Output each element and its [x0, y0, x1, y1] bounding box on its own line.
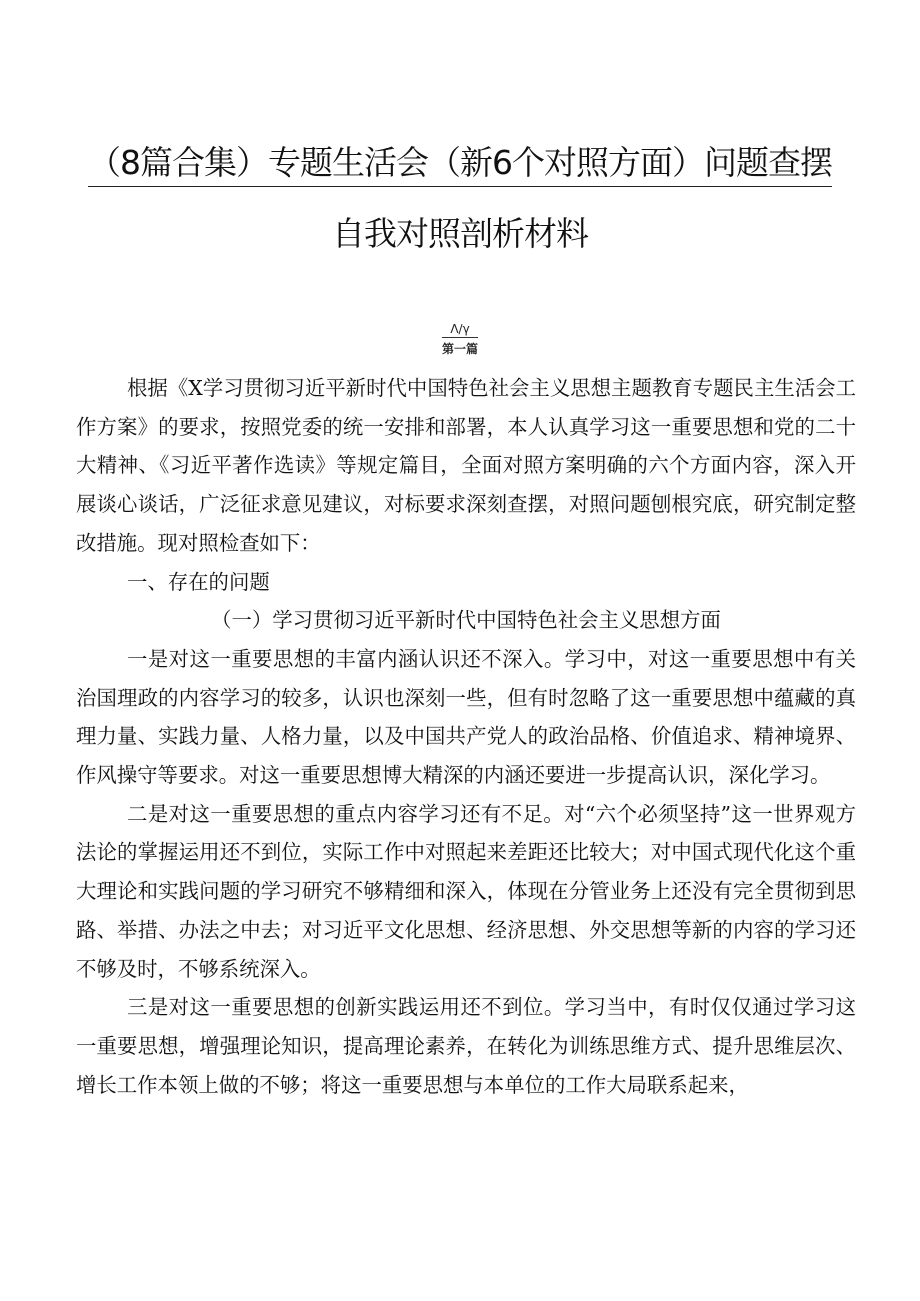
- document-title-text-1: （8篇合集）专题生活会（新6个对照方面）问题查摆: [88, 143, 832, 187]
- paragraph-heading-problems: 一、存在的问题: [127, 569, 270, 594]
- paragraph-point-3: 三是对这一重要思想的创新实践运用还不到位。学习当中，有时仅仅通过学习这一重要思想，增强理论知识，提高理论素养，在转化为训练思维方式、提升思维层次、增长工作本领上做的不够；将这一重要思想与本单位的工作大局联系起来，: [76, 995, 856, 1097]
- document-title-line-1: [0, 137, 920, 184]
- document-body: [76, 369, 856, 1104]
- paragraph-intro: 根据《X学习贯彻习近平新时代中国特色社会主义思想主题教育专题民主生活会工作方案》的要求，按照党委的统一安排和部署，本人认真学习这一重要思想和党的二十大精神、《习近平著作选读》等规定篇目，全面对照方案明确的六个方面内容，深入开展谈心谈话，广泛征求意见建议，对标要求深刻查摆，对照问题刨根究底，研究制定整改措施。现对照检查如下：: [76, 376, 856, 555]
- section-mark-text: Λ/γ: [442, 322, 477, 338]
- document-title-line-2: [0, 208, 920, 255]
- paragraph-point-1: 一是对这一重要思想的丰富内涵认识还不深入。学习中，对这一重要思想中有关治国理政的内容学习的较多，认识也深刻一些，但有时忽略了这一重要思想中蕴藏的真理力量、实践力量、人格力量，以及中国共产党人的政治品格、价值追求、精神境界、作风操守等要求。对这一重要思想博大精深的内涵还要进一步提高认识，深化学习。: [76, 646, 856, 788]
- paragraph-point-2: 二是对这一重要思想的重点内容学习还有不足。对“六个必须坚持”这一世界观方法论的掌握运用还不到位，实际工作中对照起来差距还比较大；对中国式现代化这个重大理论和实践问题的学习研究不够精细和深入，体现在分管业务上还没有完全贯彻到思路、举措、办法之中去；对习近平文化思想、经济思想、外交思想等新的内容的学习还不够及时，不够系统深入。: [76, 801, 856, 981]
- section-heading: 第一篇: [441, 342, 478, 356]
- document-title-text-2: 自我对照剖析材料: [332, 214, 588, 253]
- paragraph-subheading-1: （一）学习贯彻习近平新时代中国特色社会主义思想方面: [211, 608, 721, 633]
- section-mark: [0, 322, 920, 336]
